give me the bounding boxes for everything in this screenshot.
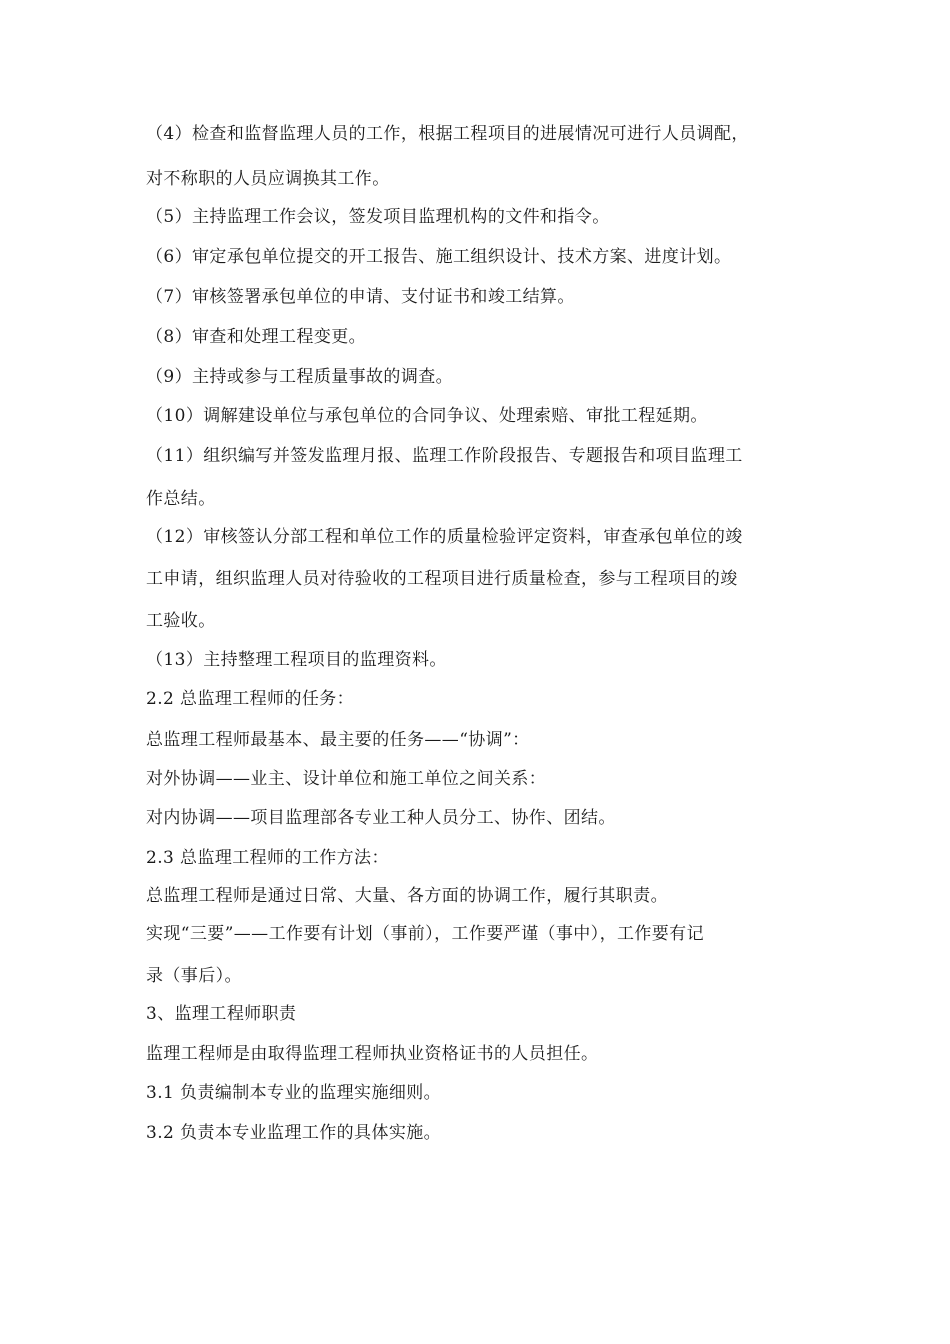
text-line: （7）审核签署承包单位的申请、支付证书和竣工结算。 [146, 287, 575, 307]
section-heading: 3、监理工程师职责 [146, 1004, 297, 1024]
text-line: 工申请，组织监理人员对待验收的工程项目进行质量检查，参与工程项目的竣 [146, 569, 738, 589]
text-line: 实现“三要”——工作要有计划（事前），工作要严谨（事中），工作要有记 [146, 924, 704, 944]
text-line: 对内协调——项目监理部各专业工种人员分工、协作、团结。 [146, 808, 616, 828]
text-line: （13）主持整理工程项目的监理资料。 [146, 650, 447, 670]
text-line: （12）审核签认分部工程和单位工作的质量检验评定资料，审查承包单位的竣 [146, 527, 743, 547]
section-heading: 2.3 总监理工程师的工作方法： [146, 848, 389, 868]
text-line: 总监理工程师是通过日常、大量、各方面的协调工作，履行其职责。 [146, 886, 668, 906]
text-line: （6）审定承包单位提交的开工报告、施工组织设计、技术方案、进度计划。 [146, 247, 732, 267]
text-line: 监理工程师是由取得监理工程师执业资格证书的人员担任。 [146, 1044, 599, 1064]
text-line: （4）检查和监督监理人员的工作，根据工程项目的进展情况可进行人员调配， [146, 124, 749, 144]
text-line: （10）调解建设单位与承包单位的合同争议、处理索赔、审批工程延期。 [146, 406, 708, 426]
text-line: 录（事后）。 [146, 966, 242, 986]
text-line: 3.1 负责编制本专业的监理实施细则。 [146, 1083, 442, 1103]
text-line: （5）主持监理工作会议，签发项目监理机构的文件和指令。 [146, 207, 610, 227]
text-line: （11）组织编写并签发监理月报、监理工作阶段报告、专题报告和项目监理工 [146, 446, 743, 466]
text-line: 对外协调——业主、设计单位和施工单位之间关系： [146, 769, 547, 789]
text-line: 工验收。 [146, 611, 216, 631]
text-line: 总监理工程师最基本、最主要的任务——“协调”： [146, 730, 530, 750]
text-line: 3.2 负责本专业监理工作的具体实施。 [146, 1123, 442, 1143]
text-line: 作总结。 [146, 489, 216, 509]
text-line: 对不称职的人员应调换其工作。 [146, 169, 390, 189]
text-line: （8）审查和处理工程变更。 [146, 327, 367, 347]
text-line: （9）主持或参与工程质量事故的调查。 [146, 367, 454, 387]
section-heading: 2.2 总监理工程师的任务： [146, 689, 355, 709]
